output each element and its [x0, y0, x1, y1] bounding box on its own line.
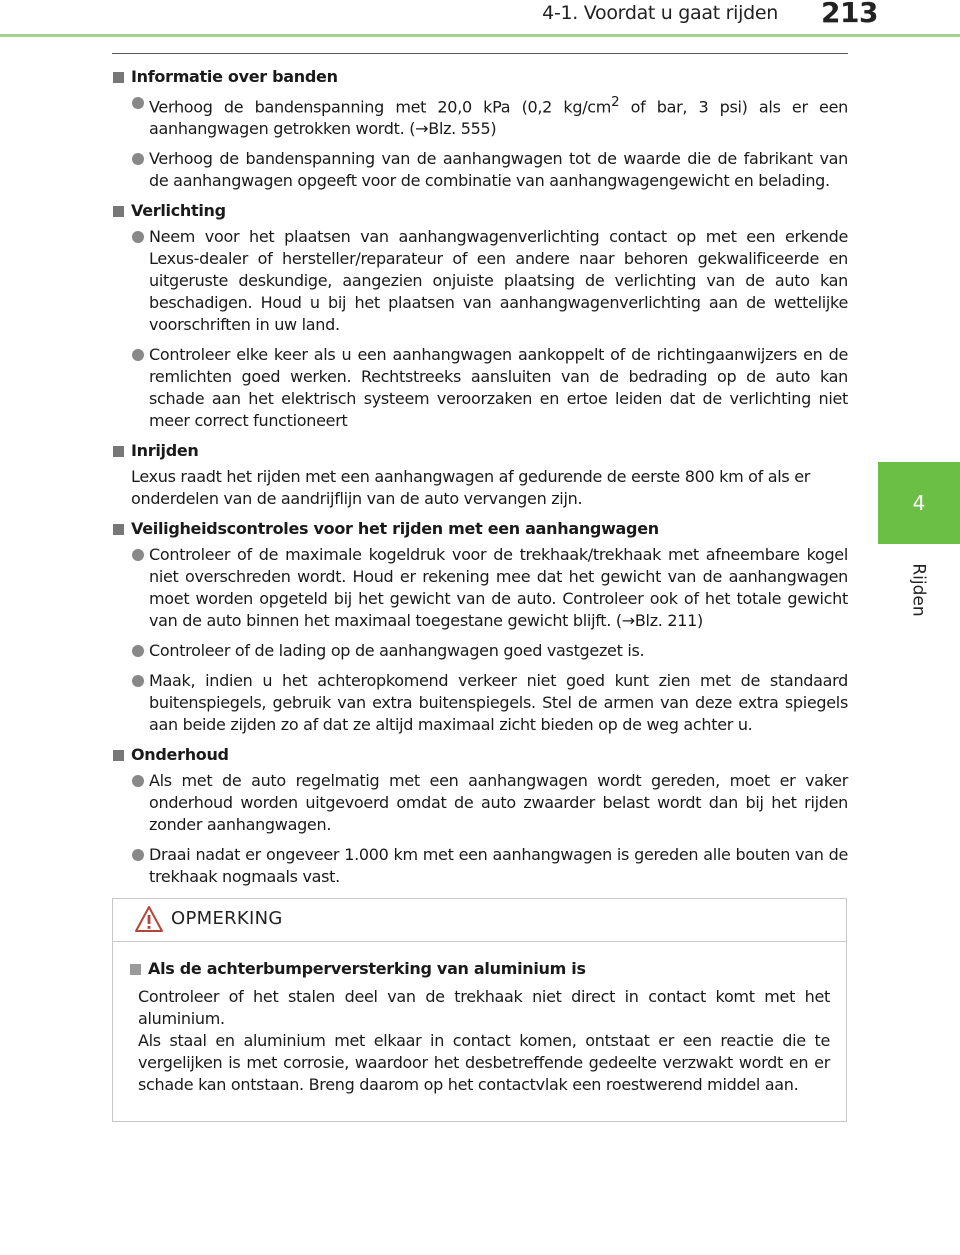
circle-bullet-icon	[132, 675, 144, 687]
chapter-title-text: Rijden	[908, 563, 929, 617]
section-verlichting	[112, 200, 848, 432]
circle-bullet-icon	[132, 231, 144, 243]
note-box	[112, 898, 847, 1122]
section-veiligheid	[112, 518, 848, 736]
note-header	[113, 899, 846, 942]
square-bullet-icon	[113, 524, 124, 535]
note-body	[113, 942, 846, 1096]
circle-bullet-icon	[132, 549, 144, 561]
bullet-item: Als met de auto regelmatig met een aanhangwagen wordt gereden, moet er vaker onderhoud worden uitgevoerd omdat de auto zwaarder belast wordt dan bij het rijden zonder aanhangwagen.	[112, 770, 848, 836]
header-rule	[0, 34, 960, 37]
bullet-item: Draai nadat er ongeveer 1.000 km met een aanhangwagen is gereden alle bouten van de trekhaak nogmaals vast.	[112, 844, 848, 888]
square-bullet-icon	[113, 206, 124, 217]
circle-bullet-icon	[132, 645, 144, 657]
page-reference-link[interactable]: →Blz. 211	[621, 611, 698, 631]
circle-bullet-icon	[132, 775, 144, 787]
bullet-item: Maak, indien u het achteropkomend verkeer niet goed kunt zien met de standaard buitenspiegels, gebruik van extra buitenspiegels. Stel de armen van deze extra spiegels aan beide zijden zo af dat ze altijd maximaal zicht bieden op de weg achter u.	[112, 670, 848, 736]
square-bullet-icon	[113, 750, 124, 761]
paragraph: Lexus raadt het rijden met een aanhangwagen af gedurende de eerste 800 km of als er onderdelen van de aandrijflijn van de auto vervangen zijn.	[131, 467, 811, 509]
chapter-tab[interactable]	[878, 462, 960, 544]
section-banden	[112, 66, 848, 192]
page-number: 213	[821, 0, 878, 29]
bullet-item: Verhoog de bandenspanning met 20,0 kPa (0,2 $kg/cm^2$ of bar, 3 psi) als er een aanhangwagen getrokken wordt. (→Blz. 555)	[112, 92, 848, 140]
note-paragraph-2: Als staal en aluminium met elkaar in contact komen, ontstaat er een reactie die te vergelijken is met corrosie, waardoor het desbetreffende gedeelte verzwakt wordt en er schade kan ontstaan. Breng daarom op het contactvlak een roestwerend middel aan.	[138, 1031, 830, 1094]
circle-bullet-icon	[132, 153, 144, 165]
note-title: OPMERKING	[171, 908, 283, 929]
bullet-item: Controleer elke keer als u een aanhangwagen aankoppelt of de richtingaanwijzers en de remlichten goed werken. Rechtstreeks aansluiten van de bedrading op de auto kan schade aan het elektrisch systeem veroorzaken en ertoe leiden dat de verlichting niet meer correct functioneert	[112, 344, 848, 432]
main-content	[112, 66, 848, 896]
section-inrijden	[112, 440, 848, 510]
note-paragraph	[129, 986, 830, 1096]
section-heading: Inrijden	[112, 440, 848, 462]
section-heading: Onderhoud	[112, 744, 848, 766]
circle-bullet-icon	[132, 349, 144, 361]
square-bullet-icon	[130, 964, 141, 975]
note-paragraph-1: Controleer of het stalen deel van de trekhaak niet direct in contact komt met het aluminium.	[138, 987, 830, 1028]
bullet-item: Controleer of de maximale kogeldruk voor de trekhaak/trekhaak met afneembare kogel niet overschreden wordt. Houd er rekening mee dat het gewicht van de aanhangwagen moet worden opgeteld bij het gewicht van de auto. Controleer ook of het totale gewicht van de auto binnen het maximaal toegestane gewicht blijft. (→Blz. 211)	[112, 544, 848, 632]
section-title: 4-1. Voordat u gaat rijden	[542, 2, 778, 24]
section-onderhoud	[112, 744, 848, 888]
circle-bullet-icon	[132, 849, 144, 861]
circle-bullet-icon	[132, 97, 144, 109]
square-bullet-icon	[113, 446, 124, 457]
chapter-number: 4	[912, 491, 926, 515]
page-header	[0, 0, 960, 36]
section-heading: Informatie over banden	[112, 66, 848, 88]
bullet-item: Controleer of de lading op de aanhangwagen goed vastgezet is.	[112, 640, 848, 662]
bullet-item: Verhoog de bandenspanning van de aanhangwagen tot de waarde die de fabrikant van de aanhangwagen opgeeft voor de combinatie van aanhangwagengewicht en belading.	[112, 148, 848, 192]
bullet-item: Neem voor het plaatsen van aanhangwagenverlichting contact op met een erkende Lexus-dealer of hersteller/reparateur of een andere naar behoren gekwalificeerde en uitgeruste deskundige, aangezien onjuiste plaatsing de verlichting van de auto kan beschadigen. Houd u bij het plaatsen van aanhangwagenverlichting aan de wettelijke voorschriften in uw land.	[112, 226, 848, 336]
superscript: 2	[611, 95, 620, 110]
section-heading: Veiligheidscontroles voor het rijden met een aanhangwagen	[112, 518, 848, 540]
note-heading: Als de achterbumperversterking van aluminium is	[129, 958, 830, 980]
page-reference-link[interactable]: →Blz. 555	[415, 119, 491, 139]
content-top-rule	[112, 53, 848, 54]
chapter-title	[878, 560, 960, 620]
square-bullet-icon	[113, 72, 124, 83]
warning-icon	[134, 905, 164, 933]
section-heading: Verlichting	[112, 200, 848, 222]
